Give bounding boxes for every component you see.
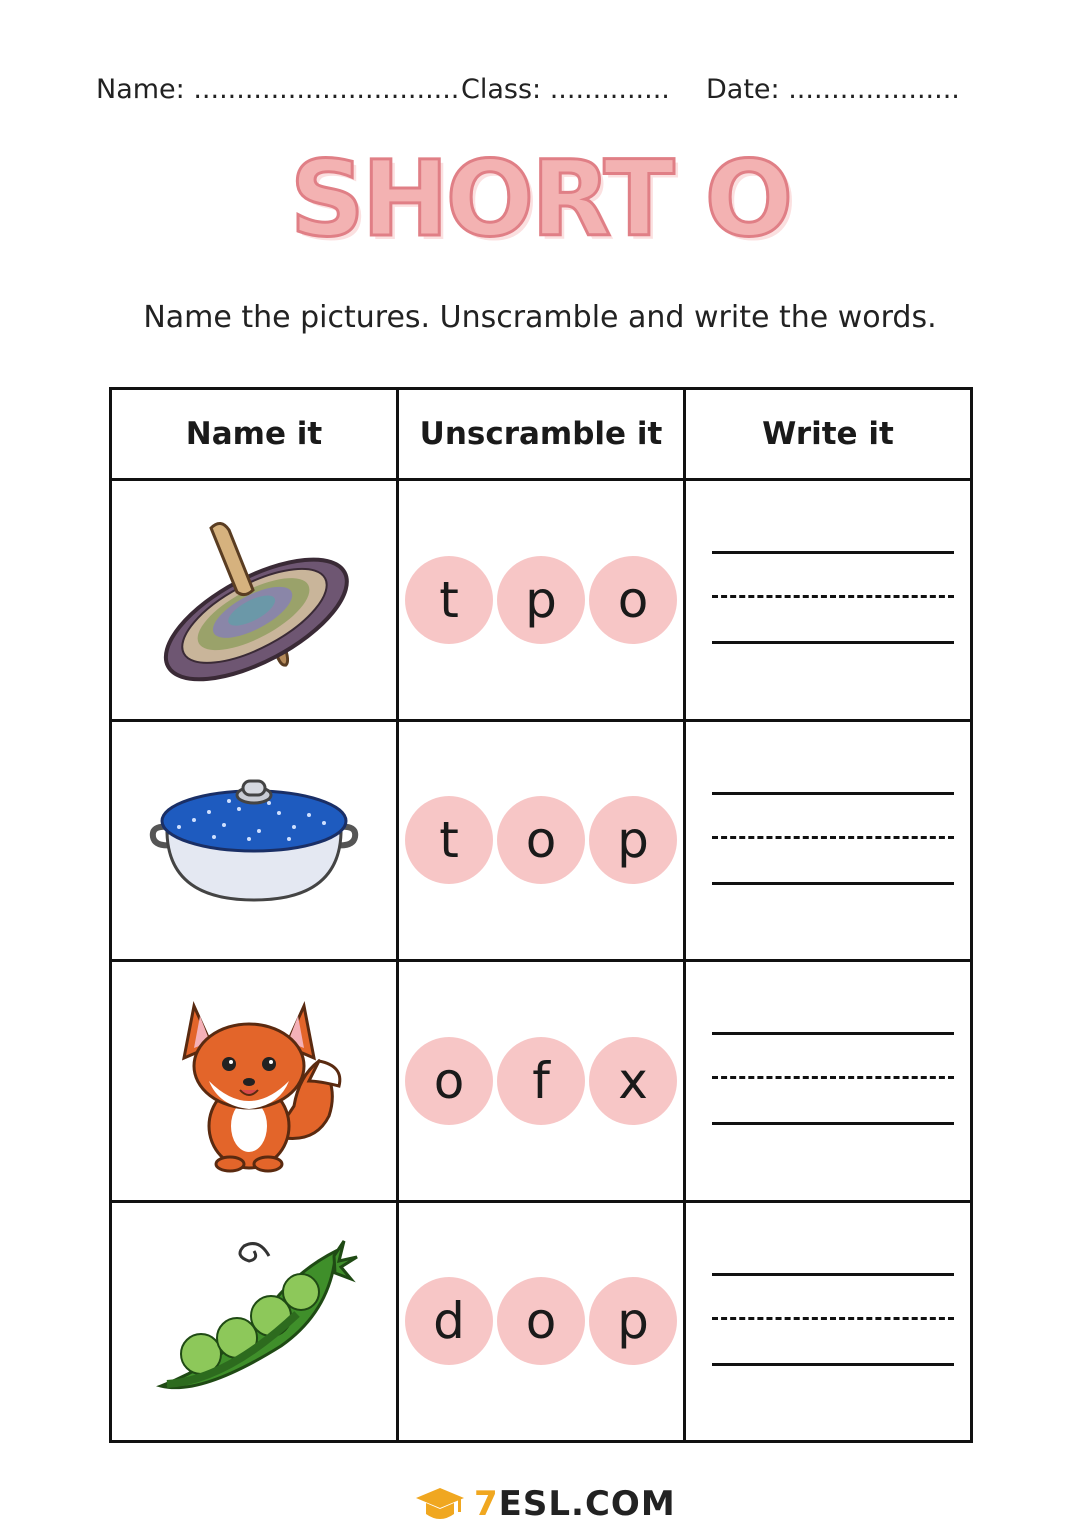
table-row	[111, 720, 972, 961]
write-cell[interactable]	[685, 480, 972, 721]
column-header-unscramble-it: Unscramble it	[398, 389, 685, 480]
letter-bubble: f	[497, 1037, 585, 1125]
write-line-dashed	[712, 1076, 954, 1079]
letter-bubble: d	[405, 1277, 493, 1365]
date-field: Date: ....................	[706, 74, 960, 105]
picture-cell	[111, 480, 398, 721]
letter-bubble: x	[589, 1037, 677, 1125]
table-row	[111, 1201, 972, 1442]
instruction-text: Name the pictures. Unscramble and write the words.	[143, 300, 937, 335]
unscramble-cell	[398, 480, 685, 721]
write-cell[interactable]	[685, 961, 972, 1202]
write-line-bottom	[712, 882, 954, 885]
table-row	[111, 961, 972, 1202]
letter-bubble: p	[589, 1277, 677, 1365]
worksheet-table	[109, 387, 973, 1443]
letter-bubble: o	[497, 796, 585, 884]
letter-bubble: o	[589, 556, 677, 644]
header-fields	[96, 74, 976, 114]
worksheet-title: SHORT O	[289, 138, 791, 260]
footer-logo[interactable]	[412, 1480, 676, 1528]
class-field: Class: ..............	[461, 74, 670, 105]
write-line-dashed	[712, 1317, 954, 1320]
logo-text: 7ESL.COM	[474, 1484, 676, 1524]
spinning-top-icon	[149, 510, 359, 690]
unscramble-cell	[398, 1201, 685, 1442]
picture-cell	[111, 720, 398, 961]
table-header-row	[111, 389, 972, 480]
unscramble-cell	[398, 961, 685, 1202]
write-line-top	[712, 1032, 954, 1035]
write-line-bottom	[712, 641, 954, 644]
write-cell[interactable]	[685, 1201, 972, 1442]
picture-cell	[111, 961, 398, 1202]
column-header-name-it: Name it	[111, 389, 398, 480]
write-line-top	[712, 1273, 954, 1276]
letter-bubble: p	[497, 556, 585, 644]
letter-bubble: p	[589, 796, 677, 884]
column-header-write-it: Write it	[685, 389, 972, 480]
letter-bubble: t	[405, 796, 493, 884]
write-line-dashed	[712, 836, 954, 839]
table-row	[111, 480, 972, 721]
pea-pod-icon	[149, 1236, 359, 1406]
write-line-top	[712, 792, 954, 795]
write-line-top	[712, 551, 954, 554]
write-line-bottom	[712, 1363, 954, 1366]
fox-icon	[154, 986, 354, 1176]
unscramble-cell	[398, 720, 685, 961]
picture-cell	[111, 1201, 398, 1442]
cooking-pot-icon	[139, 765, 369, 915]
letter-bubble: o	[405, 1037, 493, 1125]
name-field: Name: ...............................	[96, 74, 460, 105]
letter-bubble: t	[405, 556, 493, 644]
write-cell[interactable]	[685, 720, 972, 961]
graduation-cap-icon	[412, 1484, 468, 1524]
write-line-dashed	[712, 595, 954, 598]
letter-bubble: o	[497, 1277, 585, 1365]
write-line-bottom	[712, 1122, 954, 1125]
